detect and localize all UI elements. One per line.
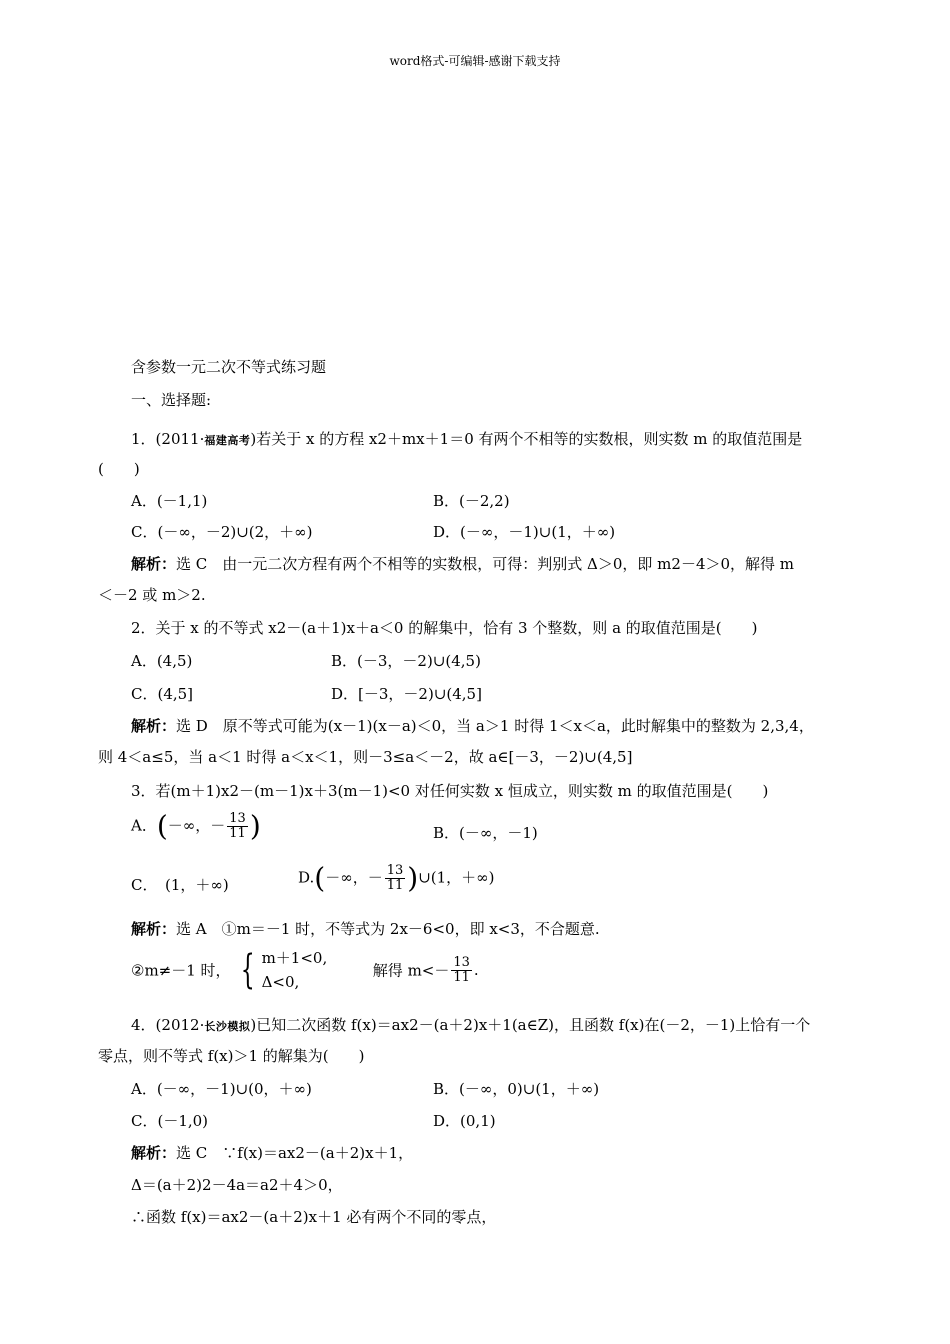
q3-analysis-case2: ②m≠－1 时， { m＋1<0, Δ<0, 解得 m<－ $\frac{13}{11}$ . (131, 947, 479, 993)
page-header: word格式-可编辑-感谢下载支持 (389, 54, 561, 68)
q4-analysis-line2: Δ＝(a＋2)2－4a＝a2＋4＞0， (131, 1176, 343, 1194)
fraction: $\frac{13}{11}$ (229, 811, 246, 841)
q3-analysis: 解析：选 A ①m＝－1 时，不等式为 2x－6<0，即 x<3，不合题意. (131, 920, 600, 938)
question-4-stem: 4．(2012·长沙模拟)已知二次函数 f(x)＝ax2－(a＋2)x＋1(a∈Z)，且函数 f(x)在(－2，－1)上恰有一个 (131, 1016, 811, 1034)
q4-option-c: C．(－1,0) (131, 1112, 209, 1130)
q2-analysis: 解析：选 D 原不等式可能为(x－1)(x－a)＜0，当 a＞1 时得 1＜x＜a，此时解集中的整数为 2,3,4， (131, 717, 814, 735)
inequality-system: m＋1<0, Δ<0, (261, 949, 328, 991)
q4-option-b: B．(－∞，0)∪(1，＋∞) (433, 1080, 600, 1098)
question-1-stem: 1．(2011·福建高考)若关于 x 的方程 x2＋mx＋1＝0 有两个不相等的实数根，则实数 m 的取值范围是 (131, 430, 803, 448)
q2-option-d: D．[－3，－2)∪(4,5] (331, 685, 482, 703)
brace-icon: { (241, 947, 256, 993)
q3-option-b: B．(－∞，－1) (433, 824, 538, 842)
document-title: 含参数一元二次不等式练习题 (131, 358, 327, 376)
question-3-stem: 3．若(m＋1)x2－(m－1)x＋3(m－1)<0 对任何实数 x 恒成立，则实数 m 的取值范围是( ) (131, 782, 769, 800)
question-1-stem-cont: ( ) (98, 460, 140, 478)
q4-analysis: 解析：选 C ∵f(x)＝ax2－(a＋2)x＋1， (131, 1144, 414, 1162)
q1-option-c: C．(－∞，－2)∪(2，＋∞) (131, 523, 313, 541)
q4-option-a: A．(－∞，－1)∪(0，＋∞) (131, 1080, 312, 1098)
q3-option-a: A．(－∞，－ $\frac{13}{11}$ ) (131, 809, 261, 843)
q1-analysis-cont: ＜－2 或 m＞2. (98, 586, 206, 604)
q2-option-c: C．(4,5] (131, 685, 194, 703)
q1-option-a: A．(－1,1) (131, 492, 208, 510)
q1-analysis: 解析：选 C 由一元二次方程有两个不相等的实数根，可得：判别式 Δ＞0，即 m2－4＞0，解得 m (131, 555, 795, 573)
fraction: $\frac{13}{11}$ (453, 954, 470, 985)
q1-option-b: B．(－2,2) (433, 492, 510, 510)
q3-option-c: C． (1，＋∞) (131, 876, 229, 894)
question-2-stem: 2．关于 x 的不等式 x2－(a＋1)x＋a＜0 的解集中，恰有 3 个整数，则 a 的取值范围是( ) (131, 619, 758, 637)
section-heading: 一、选择题: (131, 391, 212, 409)
q1-option-d: D．(－∞，－1)∪(1，＋∞) (433, 523, 616, 541)
q2-analysis-cont: 则 4＜a≤5，当 a＜1 时得 a＜x＜1，则－3≤a＜－2，故 a∈[－3，－2)∪(4,5] (98, 748, 633, 766)
q2-option-b: B．(－3，－2)∪(4,5) (331, 652, 481, 670)
q4-analysis-line3: ∴函数 f(x)＝ax2－(a＋2)x＋1 必有两个不同的零点， (131, 1208, 497, 1226)
fraction: $\frac{13}{11}$ (386, 863, 404, 893)
q3-option-d: D.(－∞，－ $\frac{13}{11}$ )∪(1，＋∞) (298, 861, 495, 895)
question-4-stem-cont: 零点，则不等式 f(x)＞1 的解集为( ) (98, 1047, 365, 1065)
q4-option-d: D．(0,1) (433, 1112, 496, 1130)
source-tag: 福建高考 (204, 434, 251, 447)
source-tag: 长沙模拟 (204, 1020, 251, 1033)
q2-option-a: A．(4,5) (131, 652, 193, 670)
